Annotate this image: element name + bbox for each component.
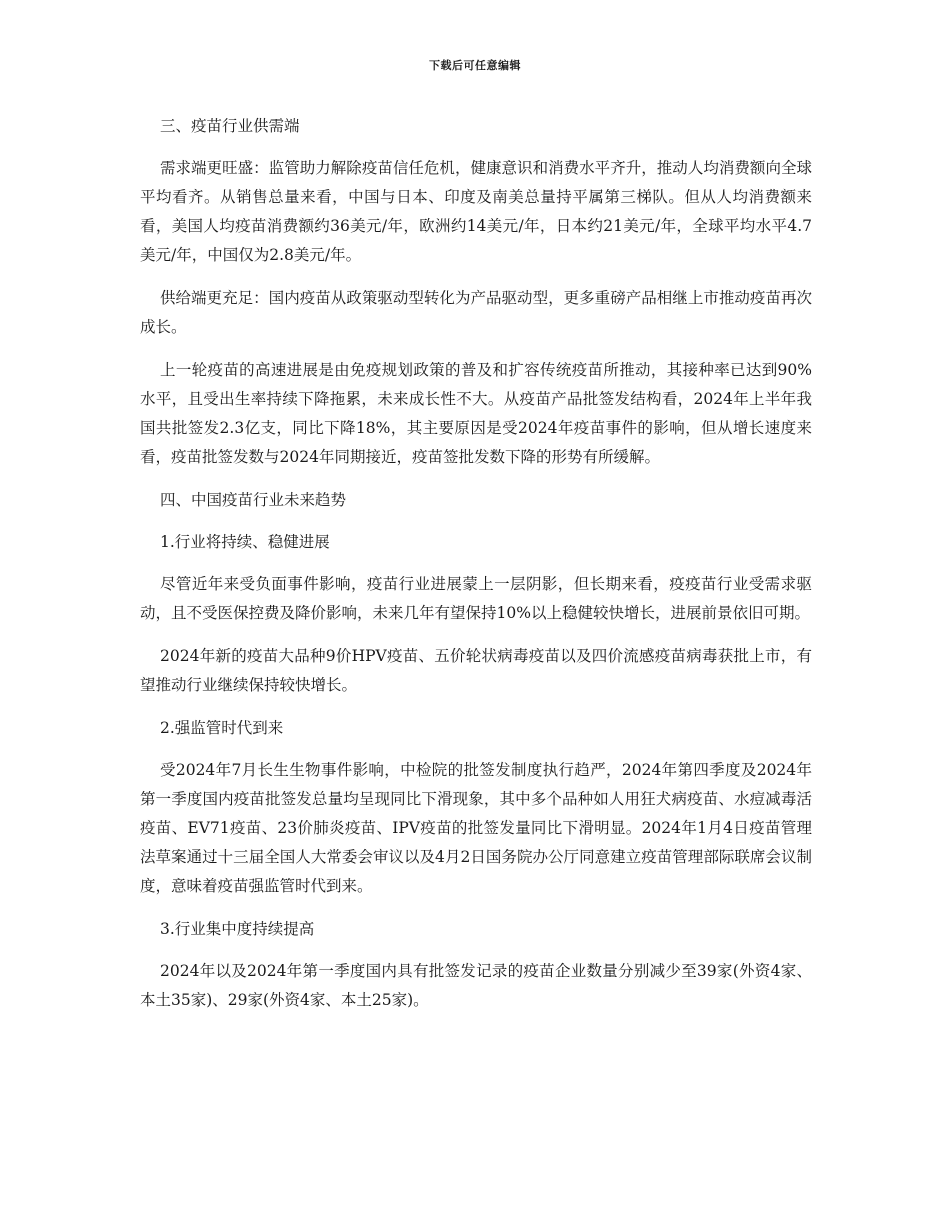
- paragraph-steady-growth-a: 尽管近年来受负面事件影响，疫苗行业进展蒙上一层阴影，但长期来看，疫疫苗行业受需求驱动，且不受医保控费及降价影响，未来几年有望保持10%以上稳健较快增长，进展前景依旧可期。: [140, 575, 812, 622]
- paragraph-concentration: 2024年以及2024年第一季度国内具有批签发记录的疫苗企业数量分别减少至39家(外资4家、本土35家)、29家(外资4家、本土25家)。: [140, 962, 812, 1009]
- page-header: 下载后可任意编辑: [429, 59, 521, 72]
- paragraph-previous-round: 上一轮疫苗的高速进展是由免疫规划政策的普及和扩容传统疫苗所推动，其接种率已达到90%水平，且受出生率持续下降拖累，未来成长性不大。从疫苗产品批签发结构看，2024年上半年我国共批签发2.3亿支，同比下降18%，其主要原因是受2024年疫苗事件的影响，但从增长速度来看，疫苗批签发数与2024年同期接近，疫苗签批发数下降的形势有所缓解。: [140, 361, 812, 466]
- paragraph-strong-regulation: 受2024年7月长生生物事件影响，中检院的批签发制度执行趋严，2024年第四季度及2024年第一季度国内疫苗批签发总量均呈现同比下滑现象，其中多个品种如人用狂犬病疫苗、水痘减毒活疫苗、EV71疫苗、23价肺炎疫苗、IPV疫苗的批签发量同比下滑明显。2024年1月4日疫苗管理法草案通过十三届全国人大常委会审议以及4月2日国务院办公厅同意建立疫苗管理部际联席会议制度，意味着疫苗强监管时代到来。: [140, 761, 812, 895]
- section-heading-future-trends: 四、中国疫苗行业未来趋势: [160, 491, 347, 509]
- paragraph-supply: 供给端更充足：国内疫苗从政策驱动型转化为产品驱动型，更多重磅产品相继上市推动疫苗再次成长。: [140, 289, 812, 336]
- subheading-steady-growth: 1.行业将持续、稳健进展: [160, 533, 330, 551]
- section-heading-supply-demand: 三、疫苗行业供需端: [160, 117, 300, 135]
- document-body: [140, 112, 812, 1029]
- paragraph-demand: 需求端更旺盛：监管助力解除疫苗信任危机，健康意识和消费水平齐升，推动人均消费额向全球平均看齐。从销售总量来看，中国与日本、印度及南美总量持平属第三梯队。但从人均消费额来看，美国人均疫苗消费额约36美元/年，欧洲约14美元/年，日本约21美元/年，全球平均水平4.7美元/年，中国仅为2.8美元/年。: [140, 159, 812, 264]
- subheading-strong-regulation: 2.强监管时代到来: [160, 719, 284, 737]
- paragraph-steady-growth-b: 2024年新的疫苗大品种9价HPV疫苗、五价轮状病毒疫苗以及四价流感疫苗病毒获批上市，有望推动行业继续保持较快增长。: [140, 647, 812, 694]
- subheading-concentration: 3.行业集中度持续提高: [160, 920, 315, 938]
